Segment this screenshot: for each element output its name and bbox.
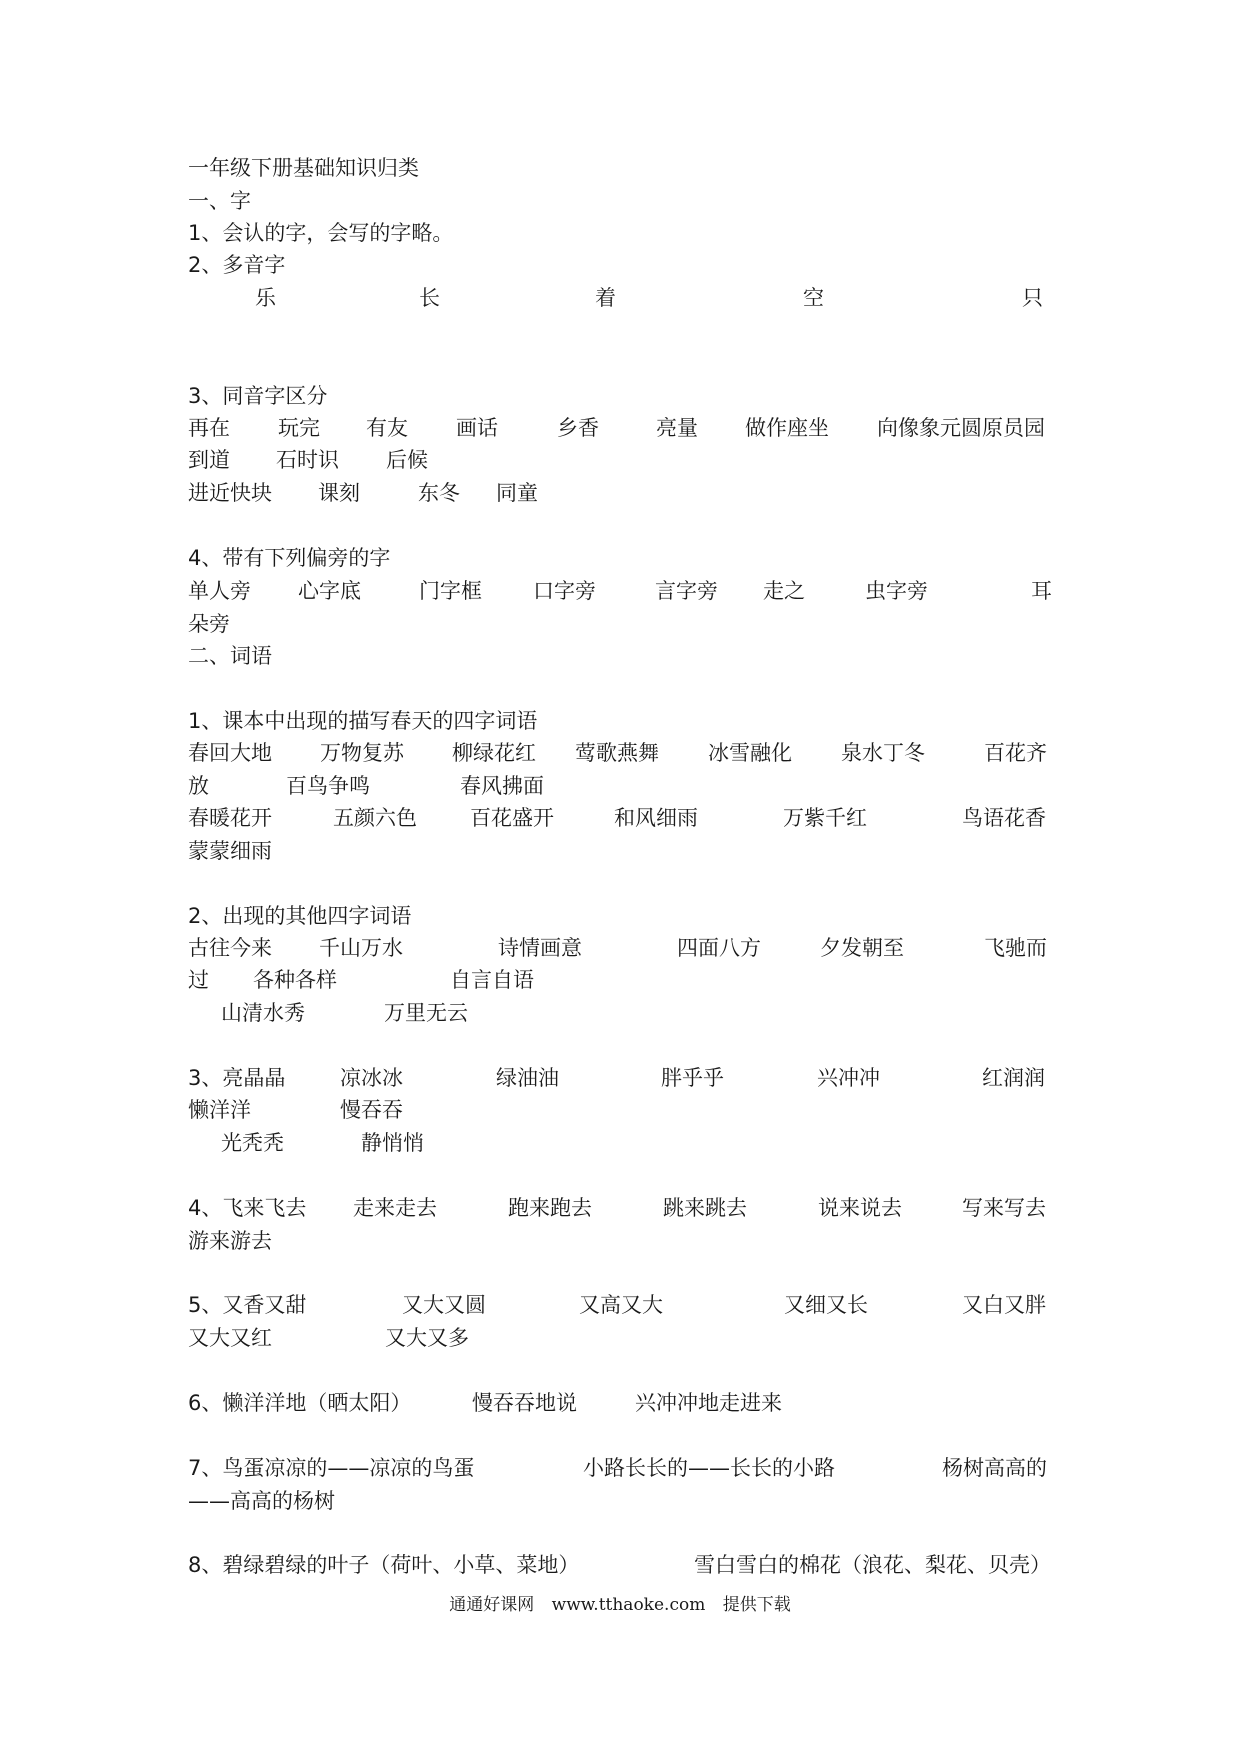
word-item: 夕发朝至 bbox=[820, 936, 904, 960]
item-polyphonic-title: 2、多音字 bbox=[188, 253, 286, 277]
word-item: 红润润 bbox=[982, 1066, 1045, 1090]
word-item: 古往今来 bbox=[188, 936, 272, 960]
word-item: 6、懒洋洋地（晒太阳） bbox=[188, 1391, 412, 1415]
word-item: 鸟语花香 bbox=[962, 806, 1046, 830]
word-item: 课刻 bbox=[318, 481, 360, 505]
word-item: 冰雪融化 bbox=[708, 741, 792, 765]
word-item: 万里无云 bbox=[384, 1001, 468, 1025]
item-radicals-title: 4、带有下列偏旁的字 bbox=[188, 546, 391, 570]
group-7-row-1 bbox=[0, 1455, 1240, 1481]
word-item: 跑来跑去 bbox=[508, 1196, 592, 1220]
word-item: 诗情画意 bbox=[498, 936, 582, 960]
radicals-row-2: 朵旁 bbox=[188, 612, 230, 636]
word-item: 门字框 bbox=[419, 579, 482, 603]
group-4-row-1 bbox=[0, 1195, 1240, 1221]
word-item: 雪白雪白的棉花（浪花、梨花、贝壳） bbox=[694, 1553, 1051, 1577]
word-item: 四面八方 bbox=[677, 936, 761, 960]
group-1-row-2 bbox=[0, 773, 1240, 799]
word-item: 4、飞来飞去 bbox=[188, 1196, 307, 1220]
section-heading-characters: 一、字 bbox=[188, 189, 251, 213]
group-2-title: 2、出现的其他四字词语 bbox=[188, 904, 412, 928]
word-item: 飞驰而 bbox=[984, 936, 1047, 960]
group-1-row-4: 蒙蒙细雨 bbox=[188, 839, 272, 863]
word-item: 有友 bbox=[366, 416, 408, 440]
polyphonic-char: 只 bbox=[1022, 286, 1043, 310]
group-5-row-1 bbox=[0, 1292, 1240, 1318]
word-item: 石时识 bbox=[276, 448, 339, 472]
word-item: 做作座坐 bbox=[745, 416, 829, 440]
footer-site-name: 通通好课网 bbox=[449, 1595, 535, 1615]
group-1-row-3 bbox=[0, 805, 1240, 831]
word-item: 又细又长 bbox=[784, 1293, 868, 1317]
word-item: 虫字旁 bbox=[865, 579, 928, 603]
word-item: 各种各样 bbox=[253, 968, 337, 992]
polyphonic-char: 乐 bbox=[255, 286, 276, 310]
word-item: 泉水丁冬 bbox=[841, 741, 925, 765]
word-item: 懒洋洋 bbox=[188, 1098, 251, 1122]
word-item: 耳 bbox=[1031, 579, 1052, 603]
word-item: 又白又胖 bbox=[962, 1293, 1046, 1317]
word-item: 后候 bbox=[386, 448, 428, 472]
item-recognized-characters: 1、会认的字，会写的字略。 bbox=[188, 221, 454, 245]
document-title: 一年级下册基础知识归类 bbox=[188, 156, 419, 180]
group-7-row-2: ——高高的杨树 bbox=[188, 1489, 335, 1513]
polyphonic-row bbox=[0, 285, 1240, 311]
word-item: 千山万水 bbox=[319, 936, 403, 960]
word-item: 又大又多 bbox=[385, 1326, 469, 1350]
polyphonic-char: 着 bbox=[595, 286, 616, 310]
word-item: 万紫千红 bbox=[783, 806, 867, 830]
group-1-row-1 bbox=[0, 740, 1240, 766]
word-item: 画话 bbox=[456, 416, 498, 440]
word-item: 慢吞吞 bbox=[340, 1098, 403, 1122]
item-homophones-title: 3、同音字区分 bbox=[188, 384, 328, 408]
word-item: 5、又香又甜 bbox=[188, 1293, 307, 1317]
word-item: 言字旁 bbox=[655, 579, 718, 603]
radicals-row-1 bbox=[0, 578, 1240, 604]
word-item: 东冬 bbox=[418, 481, 460, 505]
word-item: 胖乎乎 bbox=[661, 1066, 724, 1090]
word-item: 8、碧绿碧绿的叶子（荷叶、小草、菜地） bbox=[188, 1553, 580, 1577]
word-item: 绿油油 bbox=[496, 1066, 559, 1090]
word-item: 亮量 bbox=[656, 416, 698, 440]
word-item: 春暖花开 bbox=[188, 806, 272, 830]
word-item: 向像象元圆原员园 bbox=[877, 416, 1045, 440]
word-item: 单人旁 bbox=[188, 579, 251, 603]
word-item: 莺歌燕舞 bbox=[575, 741, 659, 765]
group-3-row-2 bbox=[0, 1097, 1240, 1123]
footer-note: 提供下载 bbox=[722, 1595, 791, 1615]
word-item: 口字旁 bbox=[533, 579, 596, 603]
word-item: 静悄悄 bbox=[361, 1131, 424, 1155]
word-item: 乡香 bbox=[557, 416, 599, 440]
word-item: 百花盛开 bbox=[470, 806, 554, 830]
group-4-row-2: 游来游去 bbox=[188, 1229, 272, 1253]
word-item: 又高又大 bbox=[579, 1293, 663, 1317]
word-item: 兴冲冲地走进来 bbox=[635, 1391, 782, 1415]
word-item: 春风拂面 bbox=[460, 774, 544, 798]
word-item: 放 bbox=[188, 774, 209, 798]
page-footer bbox=[0, 1594, 1240, 1616]
word-item: 玩完 bbox=[278, 416, 320, 440]
word-item: 光秃秃 bbox=[221, 1131, 284, 1155]
word-item: 和风细雨 bbox=[614, 806, 698, 830]
word-item: 自言自语 bbox=[450, 968, 534, 992]
word-item: 百鸟争鸣 bbox=[286, 774, 370, 798]
word-item: 慢吞吞地说 bbox=[472, 1391, 577, 1415]
word-item: 7、鸟蛋凉凉的——凉凉的鸟蛋 bbox=[188, 1456, 475, 1480]
group-2-row-2 bbox=[0, 967, 1240, 993]
word-item: 凉冰冰 bbox=[340, 1066, 403, 1090]
word-item: 小路长长的——长长的小路 bbox=[583, 1456, 835, 1480]
word-item: 走来走去 bbox=[353, 1196, 437, 1220]
group-2-row-3 bbox=[0, 1000, 1240, 1026]
word-item: 杨树高高的 bbox=[942, 1456, 1047, 1480]
word-item: 春回大地 bbox=[188, 741, 272, 765]
word-item: 心字底 bbox=[298, 579, 361, 603]
word-item: 进近快块 bbox=[188, 481, 272, 505]
section-heading-words: 二、词语 bbox=[188, 644, 272, 668]
word-item: 百花齐 bbox=[984, 741, 1047, 765]
footer-url: www.tthaoke.com bbox=[551, 1595, 706, 1615]
word-item: 又大又圆 bbox=[402, 1293, 486, 1317]
word-item: 再在 bbox=[188, 416, 230, 440]
group-8-row bbox=[0, 1552, 1240, 1578]
word-item: 兴冲冲 bbox=[817, 1066, 880, 1090]
word-item: 跳来跳去 bbox=[663, 1196, 747, 1220]
group-2-row-1 bbox=[0, 935, 1240, 961]
polyphonic-char: 空 bbox=[803, 286, 824, 310]
word-item: 3、亮晶晶 bbox=[188, 1066, 286, 1090]
word-item: 山清水秀 bbox=[221, 1001, 305, 1025]
homophones-row-3 bbox=[0, 480, 1240, 506]
word-item: 五颜六色 bbox=[333, 806, 417, 830]
word-item: 说来说去 bbox=[818, 1196, 902, 1220]
word-item: 同童 bbox=[496, 481, 538, 505]
homophones-row-1 bbox=[0, 415, 1240, 441]
homophones-row-2 bbox=[0, 447, 1240, 473]
word-item: 又大又红 bbox=[188, 1326, 272, 1350]
word-item: 走之 bbox=[763, 579, 805, 603]
word-item: 柳绿花红 bbox=[452, 741, 536, 765]
word-item: 写来写去 bbox=[962, 1196, 1046, 1220]
group-5-row-2 bbox=[0, 1325, 1240, 1351]
polyphonic-char: 长 bbox=[419, 286, 440, 310]
word-item: 到道 bbox=[188, 448, 230, 472]
word-item: 过 bbox=[188, 968, 209, 992]
group-1-title: 1、课本中出现的描写春天的四字词语 bbox=[188, 709, 538, 733]
group-6-row bbox=[0, 1390, 1240, 1416]
group-3-row-3 bbox=[0, 1130, 1240, 1156]
word-item: 万物复苏 bbox=[320, 741, 404, 765]
group-3-row-1 bbox=[0, 1065, 1240, 1091]
